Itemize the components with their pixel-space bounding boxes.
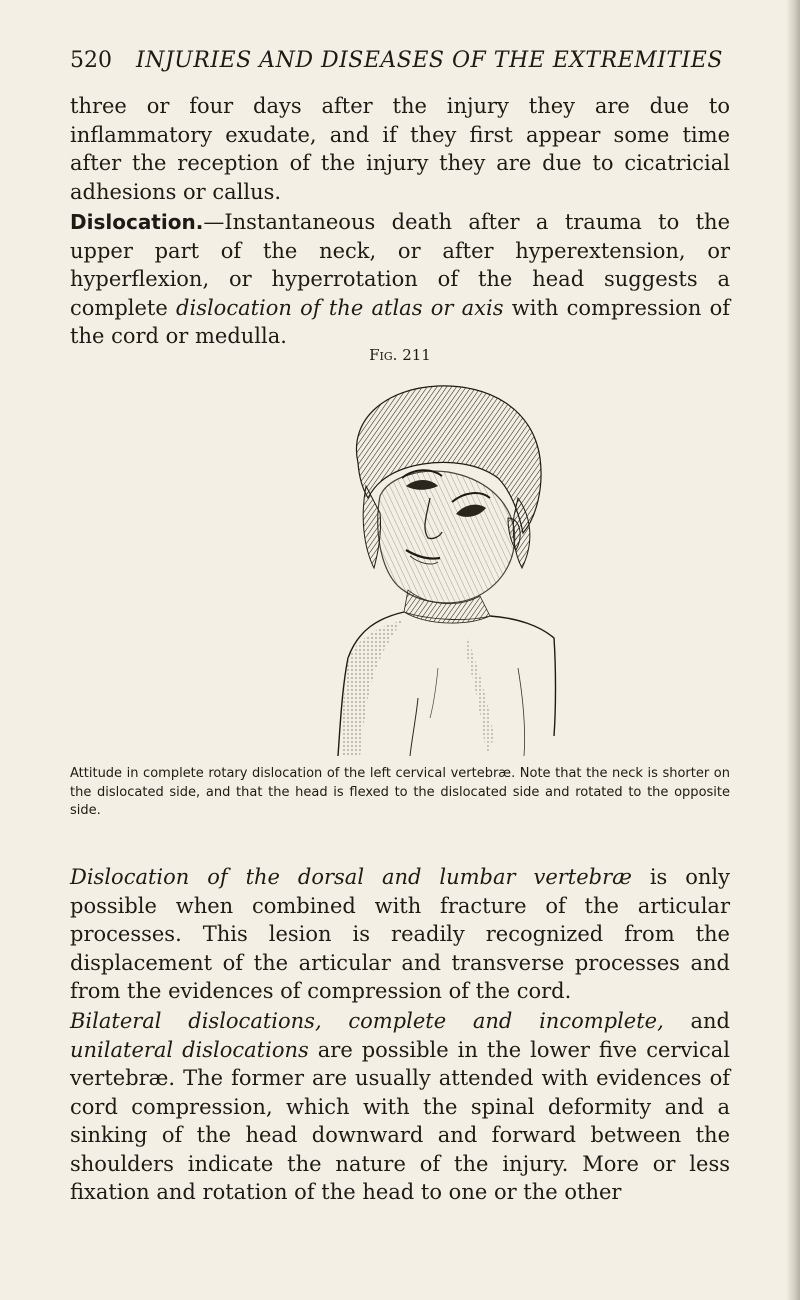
paragraph-text: are possible in the lower five cervical vertebræ. The former are usually attended with evidences of cord compression, which with the spinal deformity and a sinking of the head downward and forward between the shoulders indicate the nature of the injury. More or less fixation and rotation of the head to one or the other <box>70 1037 730 1204</box>
figure-label: Fig. 211 <box>369 346 431 364</box>
emphasis-bilateral: Bilateral dislocations, complete and incomplete, <box>70 1009 664 1033</box>
paragraph-text: —Instantaneous death after a trauma to the upper part of the neck, or after hyperextension, or hyperflexion, or hyperrotation of the head suggests a complete <box>70 210 730 320</box>
engraving-rotary-dislocation <box>318 368 578 756</box>
emphasis-dorsal-lumbar: Dislocation of the dorsal and lumbar vertebræ <box>70 865 632 889</box>
paragraph-bilateral-unilateral <box>70 1007 730 1207</box>
page-number: 520 <box>70 48 112 73</box>
running-header <box>70 40 730 80</box>
page-edge-shadow <box>786 0 800 1300</box>
paragraph-dorsal-lumbar <box>70 863 730 1006</box>
figure-illustration <box>318 368 578 756</box>
figure-caption: Attitude in complete rotary dislocation of the left cervical vertebræ. Note that the neck is shorter on the dislocated side, and that the head is flexed to the dislocated side and rotated to the opposite side. <box>70 766 730 818</box>
paragraph-text: and <box>663 1009 730 1033</box>
paragraph-inflammatory-exudate <box>70 92 730 206</box>
paragraph-dislocation <box>70 208 730 351</box>
emphasis-unilateral: unilateral dislocations <box>70 1037 309 1062</box>
section-heading-dislocation: Dislocation. <box>70 210 204 234</box>
emphasis-atlas-axis: dislocation of the atlas or axis <box>176 295 504 320</box>
paragraph-text: is only possible when combined with fracture of the articular processes. This lesion is readily recognized from the displacement of the articular and transverse processes and from the evidences of compression of the cord. <box>70 865 730 1003</box>
running-title: INJURIES AND DISEASES OF THE EXTREMITIES <box>136 48 723 73</box>
paragraph-text: three or four days after the injury they are due to inflammatory exudate, and if they first appear some time after the reception of the injury they are due to cicatricial adhesions or callus. <box>70 94 730 204</box>
paragraph-text: with compression of the cord or medulla. <box>70 295 731 348</box>
